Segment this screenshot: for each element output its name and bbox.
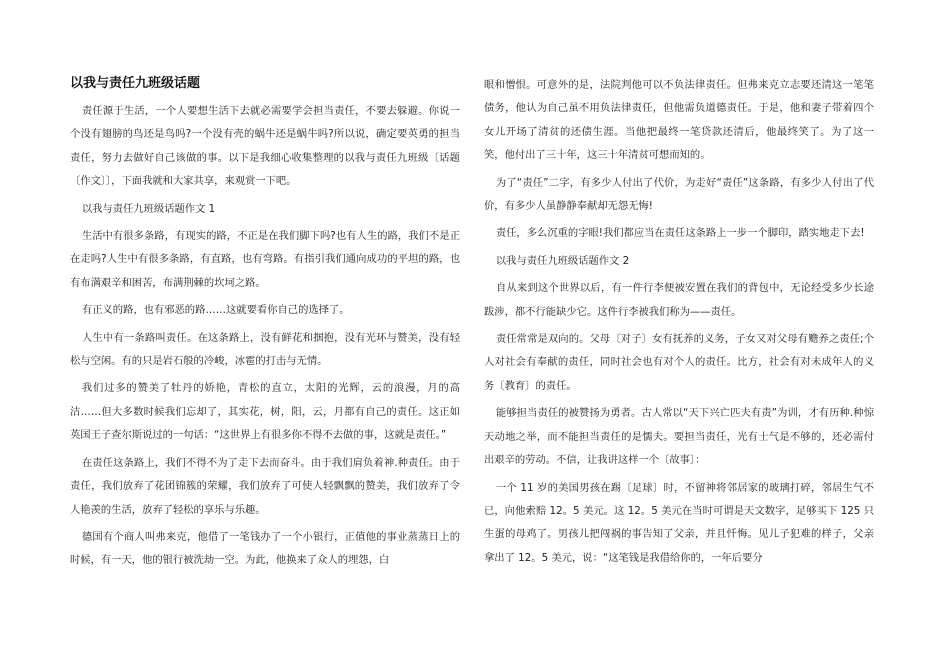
paragraph: 在责任这条路上，我们不得不为了走下去而奋斗。由于我们肩负着神.种责任。由于责任，我们放弃了花团锦簇的荣耀，我们放弃了可使人轻飘飘的赞美，我们放弃了令人艳羡的生活，放弃了轻松的享乐与乐趣。 xyxy=(70,456,460,516)
right-column xyxy=(484,74,874,574)
paragraph: 人生中有一条路叫责任。在这条路上，没有鲜花和掴抱，没有光环与赞美，没有轻松与空闲。有的只是岩石般的冷峻，冰雹的打击与无情。 xyxy=(70,331,460,368)
paragraph: 为了“责任”二字，有多少人付出了代价，为走好“责任”这条路，有多少人付出了代价，有多少人虽静静奉献却无怨无悔! xyxy=(484,176,874,213)
paragraph: 责任常常是双向的。父母〔对子〕女有抚养的义务，子女又对父母有赡养之责任;个人对社会有奉献的责任，同时社会也有对个人的责任。比方，社会有对未成年人的义务〔教育〕的责任。 xyxy=(484,333,874,392)
section-heading-2: 以我与责任九班级话题作文 2 xyxy=(495,254,630,267)
paragraph: 有正义的路，也有邪恶的路……这就要看你自己的选择了。 xyxy=(81,304,350,317)
paragraph: 责任，多么沉重的字眼!我们都应当在责任这条路上一步一个脚印，踏实地走下去! xyxy=(495,227,865,240)
left-column xyxy=(70,74,460,577)
paragraph: 德国有个商人叫弗来克，他借了一笔钱办了一个小银行，正值他的事业蒸蒸日上的时候，有一天，他的银行被洗劫一空。为此，他换来了众人的埋怨，白 xyxy=(70,530,460,567)
paragraph: 一个 11 岁的美国男孩在踢〔足球〕时，不留神将邻居家的玻璃打碎，邻居生气不已，向他索赔 12。5 美元。这 12。5 美元在当时可谓是天文数字，足够买下 125 只生蛋的母鸡了。男孩儿把闯祸的事告知了父亲，并且忏悔。见儿子犯难的样子，父亲拿出了 12。5 美元，说：“这笔钱是我借给你的，一年后要分 xyxy=(484,481,874,564)
paragraph-continued: 眼和憎恨。可意外的是，法院判他可以不负法律责任。但弗来克立志要还清这一笔笔债务，他认为自己虽不用负法律责任，但他需负道德责任。于是，他和妻子带着四个女儿开场了清贫的还债生涯。当他把最终一笔贷款还清后，他最终笑了。为了这一笑，他付出了三十年，这三十年清贫可想而知的。 xyxy=(484,79,874,162)
paragraph: 能够担当责任的被赞扬为勇者。古人常以“天下兴亡匹夫有责”为训，才有历种.种惊天动地之举，而不能担当责任的是懦夫。要担当责任，光有士气是不够的，还必需付出艰辛的劳动。不信，让我讲这样一个〔故事〕： xyxy=(484,407,874,467)
intro-paragraph: 责任源于生活，一个人要想生活下去就必需要学会担当责任，不要去躲避。你说一个没有翅膀的鸟还是鸟吗?一个没有壳的蜗牛还是蜗牛吗?所以说，确定要英勇的担当责任，努力去做好自己该做的事。以下是我细心收集整理的以我与责任九班级〔话题〔作文〕〕，下面我就和大家共享，来观赏一下吧。 xyxy=(70,105,460,188)
document-title: 以我与责任九班级话题 xyxy=(70,76,201,91)
section-heading-1: 以我与责任九班级话题作文 1 xyxy=(81,202,216,215)
paragraph: 我们过多的赞美了牡丹的娇艳，青松的直立，太阳的光辉，云的浪漫，月的高洁……但大多数时候我们忘却了，其实花，树，阳，云，月都有自己的责任。这正如英国王子查尔斯说过的一句话：“这世界上有很多你不得不去做的事，这就是责任。” xyxy=(70,382,460,442)
paragraph: 生活中有很多条路，有现实的路，不正是在我们脚下吗?也有人生的路，我们不是正在走吗?人生中有很多条路，有直路，也有弯路。有指引我们通向成功的平坦的路，也有布满艰辛和困苦，布满荆棘的坎坷之路。 xyxy=(70,230,460,289)
paragraph: 自从来到这个世界以后，有一件行李便被安置在我们的背包中，无论经受多少长途跋涉，都不行能缺少它。这件行李被我们称为——责任。 xyxy=(484,282,874,318)
